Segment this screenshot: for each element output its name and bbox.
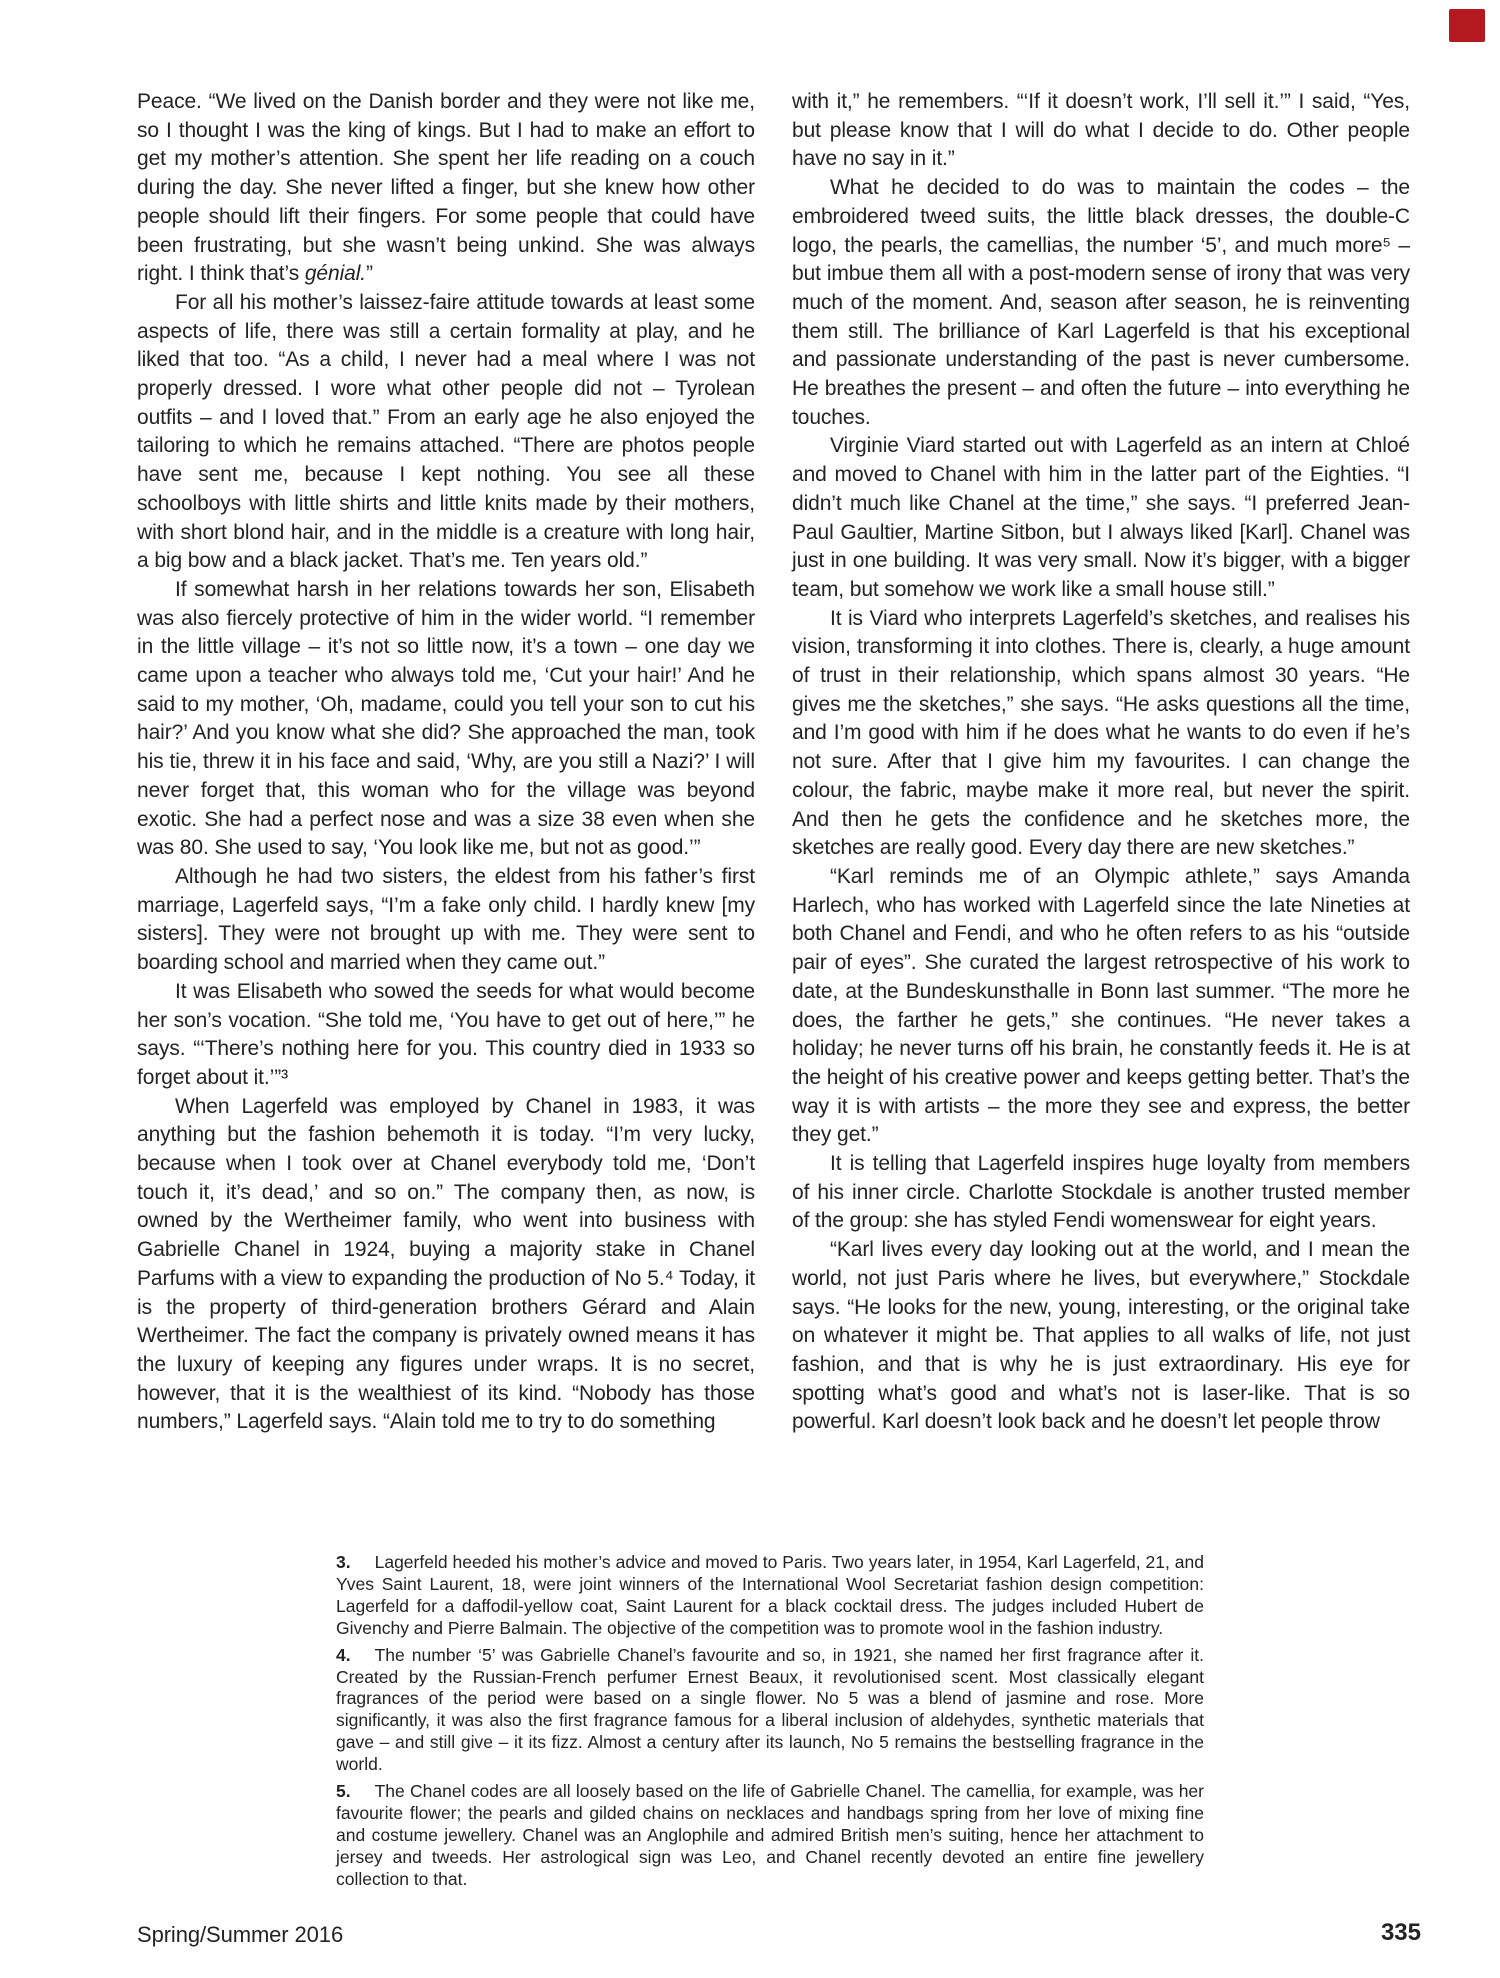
page-corner-marker	[1449, 9, 1485, 42]
paragraph: For all his mother’s laissez-faire attitude towards at least some aspects of life, there was still a certain formality at play, and he liked that too. “As a child, I never had a meal where I was not properly dressed. I wore what other people did not – Tyrolean outfits – and I loved that.” From an early age he also enjoyed the tailoring to which he remains attached. “There are photos people have sent me, because I kept nothing. You see all these schoolboys with little shirts and little knits made by their mothers, with short blond hair, and in the middle is a creature with long hair, a big bow and a black jacket. That’s me. Ten years old.”	[137, 290, 755, 573]
article-column-left	[137, 88, 755, 1437]
paragraph: It was Elisabeth who sowed the seeds for what would become her son’s vocation. “She told me, ‘You have to get out of here,’” he says. “‘There’s nothing here for you. This country died in 1933 so forget about it.’”³	[137, 979, 755, 1089]
footnote-text: The number ‘5’ was Gabrielle Chanel’s favourite and so, in 1921, she named her first fragrance after it. Created by the Russian-French perfumer Ernest Beaux, it revolutionised scent. Most classically elegant fragrances of the period were based on a single flower. No 5 was a blend of jasmine and rose. More significantly, it was also the first fragrance famous for a liberal inclusion of aldehydes, synthetic materials that gave – and still give – it its fizz. Almost a century after its launch, No 5 remains the bestselling fragrance in the world.	[336, 1644, 1204, 1775]
footnote-number: 3.	[336, 1552, 351, 1572]
paragraph: Virginie Viard started out with Lagerfeld as an intern at Chloé and moved to Chanel with him in the latter part of the Eighties. “I didn’t much like Chanel at the time,” she says. “I preferred Jean-Paul Gaultier, Martine Sitbon, but I always liked [Karl]. Chanel was just in one building. It was very small. Now it’s bigger, with a bigger team, but somehow we work like a small house still.”	[792, 434, 1410, 601]
footnote-text: Lagerfeld heeded his mother’s advice and moved to Paris. Two years later, in 1954, Karl Lagerfeld, 21, and Yves Saint Laurent, 18, were joint winners of the International Wool Secretariat fashion design competition: Lagerfeld for a daffodil-yellow coat, Saint Laurent for a black cocktail dress. The judges included Hubert de Givenchy and Pierre Balmain. The objective of the competition was to promote wool in the fashion industry.	[336, 1552, 1204, 1638]
paragraph: It is telling that Lagerfeld inspires huge loyalty from members of his inner circle. Charlotte Stockdale is another trusted member of the group: she has styled Fendi womenswear for eight years.	[792, 1152, 1410, 1233]
paragraph: Peace. “We lived on the Danish border and they were not like me, so I thought I was the king of kings. But I had to make an effort to get my mother’s attention. She spent her life reading on a couch during the day. She never lifted a finger, but she knew how other people should lift their fingers. For some people that could have been frustrating, but she wasn’t being unkind. She was always right. I think that’s génial.”	[137, 90, 755, 286]
footnote	[336, 1645, 1204, 1776]
footnote-number: 4.	[336, 1644, 351, 1665]
footnote	[336, 1781, 1204, 1891]
issue-label: Spring/Summer 2016	[137, 1922, 344, 1947]
paragraph: “Karl reminds me of an Olympic athlete,” says Amanda Harlech, who has worked with Lagerfeld since the late Nineties at both Chanel and Fendi, and who he often refers to as his “outside pair of eyes”. She curated the largest retrospective of his work to date, at the Bundeskunsthalle in Bonn last summer. “The more he does, the farther he gets,” she continues. “He never takes a holiday; he never turns off his brain, he constantly feeds it. He is at the height of his creative power and keeps getting better. That’s the way it is with artists – the more they see and express, the better they get.”	[792, 864, 1410, 1147]
article-body	[137, 88, 1410, 1437]
footnotes-block	[336, 1552, 1204, 1896]
article-column-right	[792, 88, 1410, 1437]
page-number: 335	[1380, 1919, 1421, 1946]
paragraph: It is Viard who interprets Lagerfeld’s sketches, and realises his vision, transforming it into clothes. There is, clearly, a huge amount of trust in their relationship, which spans almost 30 years. “He gives me the sketches,” she says. “He asks questions all the time, and I’m good with him if he does what he wants to do even if he’s not sure. After that I give him my favourites. I can change the colour, the fabric, maybe make it more real, but never the spirit. And then he gets the confidence and he sketches more, the sketches are really good. Every day there are new sketches.”	[792, 606, 1410, 860]
paragraph: What he decided to do was to maintain the codes – the embroidered tweed suits, the little black dresses, the double-C logo, the pearls, the camellias, the number ‘5’, and much more⁵ – but imbue them all with a post-modern sense of irony that was very much of the moment. And, season after season, he is reinventing them still. The brilliance of Karl Lagerfeld is that his exceptional and passionate understanding of the past is never cumbersome. He breathes the present – and often the future – into everything he touches.	[792, 176, 1410, 429]
paragraph: Although he had two sisters, the eldest from his father’s first marriage, Lagerfeld says, “I’m a fake only child. I hardly knew [my sisters]. They were not brought up with me. They were sent to boarding school and married when they came out.”	[137, 864, 755, 975]
paragraph: If somewhat harsh in her relations towards her son, Elisabeth was also fiercely protective of him in the wider world. “I remember in the little village – it’s not so little now, it’s a town – one day we came upon a teacher who always told me, ‘Cut your hair!’ And he said to my mother, ‘Oh, madame, could you tell your son to cut his hair?’ And you know what she did? She approached the man, took his tie, threw it in his face and said, ‘Why, are you still a Nazi?’ I will never forget that, this woman who for the village was beyond exotic. She had a perfect nose and was a size 38 even when she was 80. She used to say, ‘You look like me, but not as good.’”	[137, 577, 755, 860]
paragraph: When Lagerfeld was employed by Chanel in 1983, it was anything but the fashion behemoth it is today. “I’m very lucky, because when I took over at Chanel everybody told me, ‘Don’t touch it, it’s dead,’ and so on.” The company then, as now, is owned by the Wertheimer family, who went into business with Gabrielle Chanel in 1924, buying a majority stake in Chanel Parfums with a view to expanding the production of No 5.⁴ Today, it is the property of third-generation brothers Gérard and Alain Wertheimer. The fact the company is privately owned means it has the luxury of keeping any figures under wraps. It is no secret, however, that it is the wealthiest of its kind. “Nobody has those numbers,” Lagerfeld says. “Alain told me to try to do something	[137, 1094, 755, 1434]
paragraph: with it,” he remembers. “‘If it doesn’t work, I’ll sell it.’” I said, “Yes, but please know that I will do what I decide to do. Other people have no say in it.”	[792, 90, 1410, 171]
paragraph: “Karl lives every day looking out at the world, and I mean the world, not just Paris where he lives, but everywhere,” Stockdale says. “He looks for the new, young, interesting, or the original take on whatever it might be. That applies to all walks of life, not just fashion, and that is why he is just extraordinary. His eye for spotting what’s good and what’s not is laser-like. That is so powerful. Karl doesn’t look back and he doesn’t let people throw	[792, 1238, 1410, 1434]
footnote	[336, 1552, 1204, 1640]
footnote-text: The Chanel codes are all loosely based on the life of Gabrielle Chanel. The camellia, for example, was her favourite flower; the pearls and gilded chains on necklaces and handbags spring from her love of mixing fine and costume jewellery. Chanel was an Anglophile and admired British men’s suiting, hence her attachment to jersey and tweeds. Her astrological sign was Leo, and Chanel recently devoted an entire fine jewellery collection to that.	[336, 1781, 1204, 1889]
footnote-number: 5.	[336, 1781, 351, 1802]
